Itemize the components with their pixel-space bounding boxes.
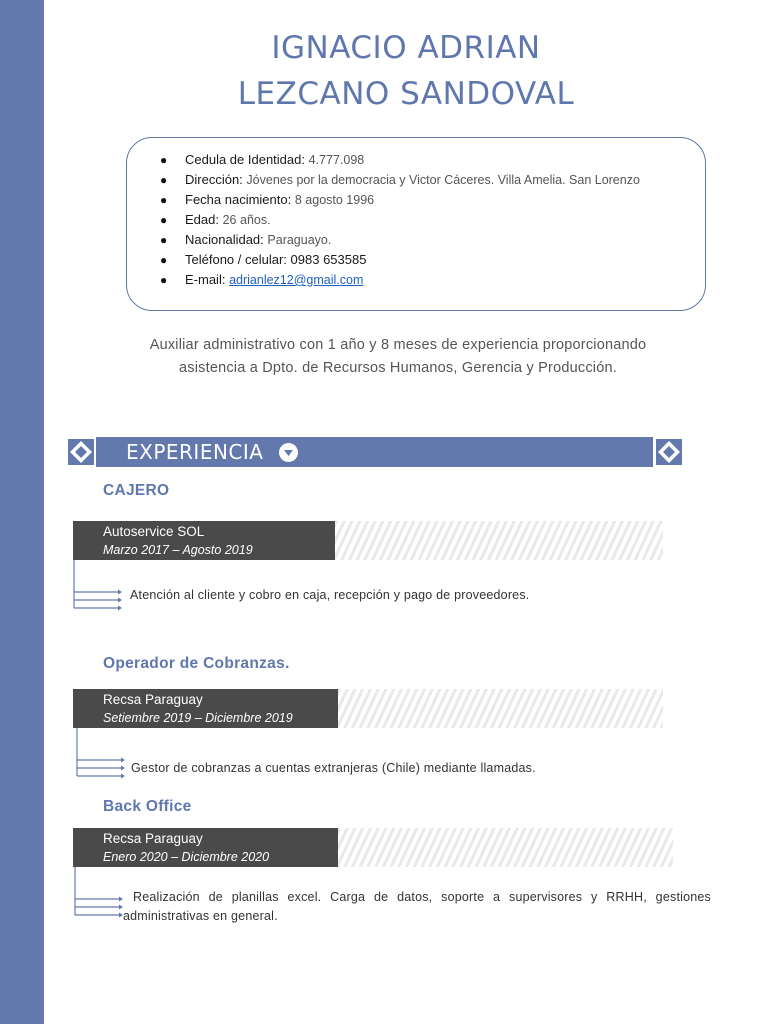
- info-item-telefono: [160, 250, 640, 270]
- job-header: [73, 689, 338, 728]
- personal-info-list: [160, 150, 640, 290]
- header-stripes-decoration: [338, 828, 673, 867]
- profile-summary: [108, 334, 688, 380]
- bullet-icon: ●: [160, 273, 168, 287]
- info-item-fecha-nacimiento: [160, 190, 640, 210]
- bullet-icon: ●: [160, 253, 168, 267]
- info-label: Nacionalidad:: [185, 232, 264, 247]
- job-title: CAJERO: [103, 482, 170, 499]
- bullet-icon: ●: [160, 233, 168, 247]
- bullet-connector-icon: [73, 728, 129, 782]
- bullet-connector-icon: [70, 560, 126, 614]
- job-period: Setiembre 2019 – Diciembre 2019: [103, 711, 293, 725]
- info-item-nacionalidad: [160, 230, 640, 250]
- info-value: 4.777.098: [308, 153, 365, 167]
- info-label: Teléfono / celular:: [185, 252, 287, 267]
- info-value: 26 años.: [222, 213, 271, 227]
- left-accent-bar: [0, 0, 44, 1024]
- info-value: Paraguayo.: [267, 233, 332, 247]
- diamond-ornament-icon: [68, 439, 94, 465]
- bullet-icon: ●: [160, 153, 168, 167]
- job-company: Recsa Paraguay: [103, 692, 203, 707]
- bullet-icon: ●: [160, 193, 168, 207]
- summary-line-2: asistencia a Dpto. de Recursos Humanos, Gerencia y Producción.: [179, 360, 617, 376]
- name-line-1: IGNACIO ADRIAN: [271, 30, 541, 66]
- job-period: Marzo 2017 – Agosto 2019: [103, 543, 253, 557]
- info-label: Dirección:: [185, 172, 243, 187]
- info-item-direccion: [160, 170, 640, 190]
- info-value: 8 agosto 1996: [294, 193, 375, 207]
- job-description: Realización de planillas excel. Carga de datos, soporte a supervisores y RRHH, gestiones administrativas en general.: [123, 890, 711, 923]
- info-label: E-mail:: [185, 272, 226, 287]
- diamond-ornament-icon: [656, 439, 682, 465]
- bullet-connector-icon: [71, 867, 127, 921]
- job-company: Recsa Paraguay: [103, 831, 203, 846]
- info-label: Cedula de Identidad:: [185, 152, 305, 167]
- info-value: 0983 653585: [290, 252, 367, 267]
- info-value: Jóvenes por la democracia y Victor Cáceres. Villa Amelia. San Lorenzo: [246, 173, 640, 187]
- info-item-edad: [160, 210, 640, 230]
- job-title: Operador de Cobranzas.: [103, 655, 290, 672]
- chevron-down-icon[interactable]: [279, 443, 298, 462]
- summary-line-1: Auxiliar administrativo con 1 año y 8 meses de experiencia proporcionando: [149, 337, 647, 353]
- email-link[interactable]: adrianlez12@gmail.com: [229, 273, 364, 287]
- info-label: Fecha nacimiento:: [185, 192, 292, 207]
- job-header: [73, 828, 338, 867]
- bullet-icon: ●: [160, 213, 168, 227]
- job-description: Atención al cliente y cobro en caja, recepción y pago de proveedores.: [130, 588, 530, 602]
- info-item-email: [160, 270, 640, 290]
- job-company: Autoservice SOL: [103, 524, 205, 539]
- job-header: [73, 521, 335, 560]
- info-item-cedula: [160, 150, 640, 170]
- job-title: Back Office: [103, 798, 192, 815]
- job-description: Gestor de cobranzas a cuentas extranjeras (Chile) mediante llamadas.: [131, 761, 536, 775]
- chevron-down-glyph: [283, 449, 294, 457]
- header-stripes-decoration: [338, 689, 663, 728]
- job-period: Enero 2020 – Diciembre 2020: [103, 850, 270, 864]
- bullet-icon: ●: [160, 173, 168, 187]
- experience-section-title: EXPERIENCIA: [126, 440, 264, 464]
- name-line-2: LEZCANO SANDOVAL: [237, 76, 575, 112]
- header-stripes-decoration: [335, 521, 663, 560]
- info-label: Edad:: [185, 212, 219, 227]
